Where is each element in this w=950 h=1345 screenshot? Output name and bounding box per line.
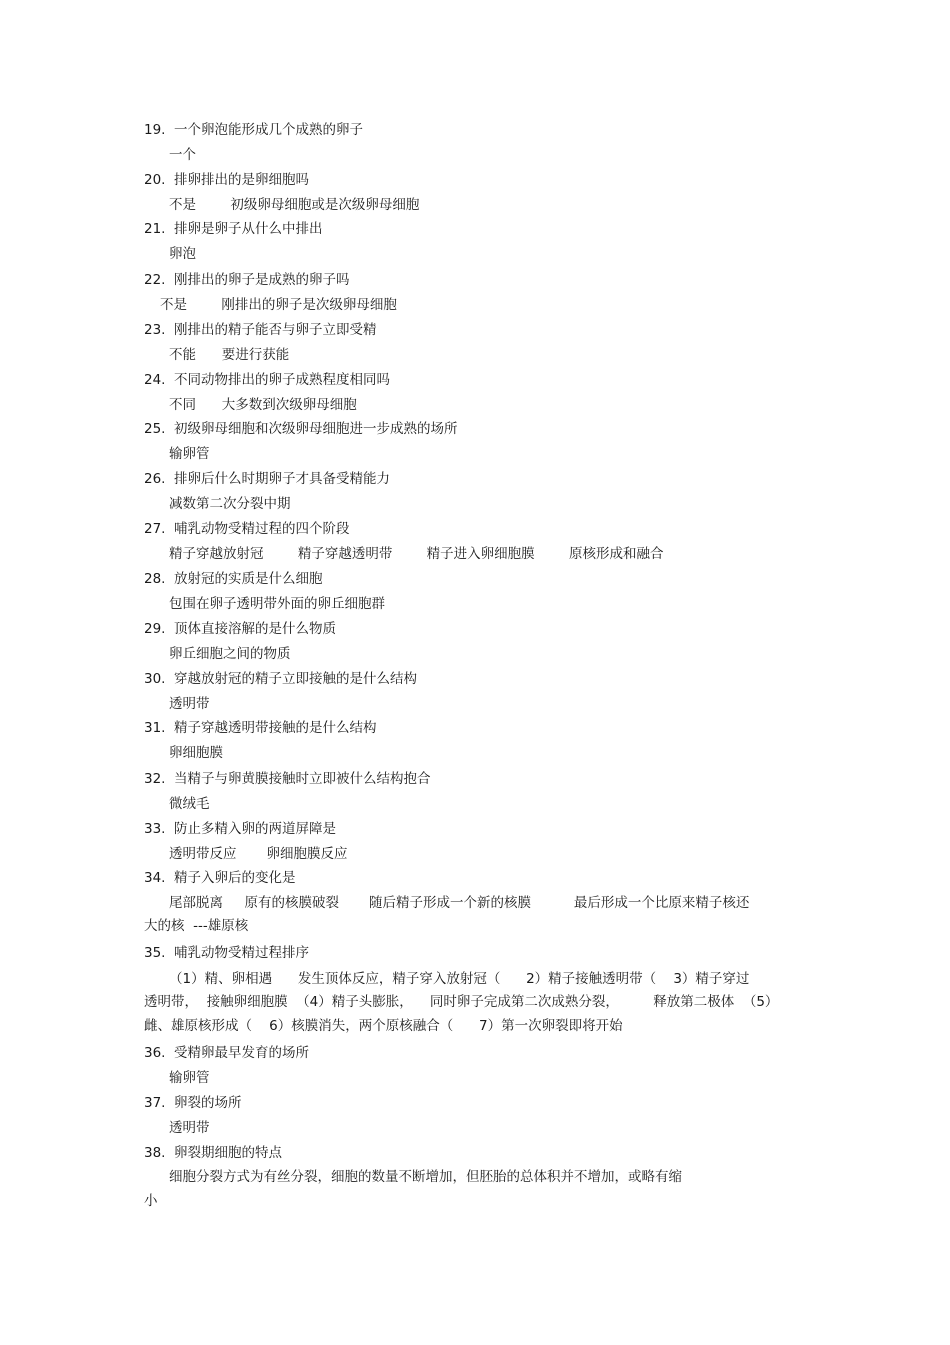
question-24: 24. 不同动物排出的卵子成熟程度相同吗: [144, 372, 390, 388]
question-29: 29. 顶体直接溶解的是什么物质: [144, 621, 336, 637]
answer-28: 包围在卵子透明带外面的卵丘细胞群: [169, 596, 385, 612]
answer-38-line-1: 细胞分裂方式为有丝分裂，细胞的数量不断增加，但胚胎的总体积并不增加，或略有缩: [169, 1169, 682, 1185]
answer-30: 透明带: [169, 696, 210, 712]
question-31: 31. 精子穿越透明带接触的是什么结构: [144, 720, 377, 736]
question-36: 36. 受精卵最早发育的场所: [144, 1045, 309, 1061]
question-23: 23. 刚排出的精子能否与卵子立即受精: [144, 322, 377, 338]
answer-35-line-3: 雌、雄原核形成（ 6）核膜消失，两个原核融合（ 7）第一次卵裂即将开始: [144, 1018, 623, 1034]
answer-27: 精子穿越放射冠 精子穿越透明带 精子进入卵细胞膜 原核形成和融合: [169, 546, 664, 562]
answer-32: 微绒毛: [169, 796, 210, 812]
question-34: 34. 精子入卵后的变化是: [144, 870, 296, 886]
answer-19: 一个: [169, 147, 196, 163]
answer-26: 减数第二次分裂中期: [169, 496, 291, 512]
question-28: 28. 放射冠的实质是什么细胞: [144, 571, 323, 587]
answer-36: 输卵管: [169, 1070, 210, 1086]
answer-33: 透明带反应 卵细胞膜反应: [169, 846, 348, 862]
answer-21: 卵泡: [169, 246, 196, 262]
question-25: 25. 初级卵母细胞和次级卵母细胞进一步成熟的场所: [144, 421, 458, 437]
question-19: 19. 一个卵泡能形成几个成熟的卵子: [144, 122, 363, 138]
answer-25: 输卵管: [169, 446, 210, 462]
answer-24: 不同 大多数到次级卵母细胞: [169, 397, 357, 413]
question-22: 22. 刚排出的卵子是成熟的卵子吗: [144, 272, 350, 288]
answer-34-line-2: 大的核 ---雄原核: [144, 918, 249, 934]
answer-31: 卵细胞膜: [169, 745, 223, 761]
question-33: 33. 防止多精入卵的两道屏障是: [144, 821, 336, 837]
question-37: 37. 卵裂的场所: [144, 1095, 242, 1111]
answer-35-line-1: （1）精、卵相遇 发生顶体反应，精子穿入放射冠（ 2）精子接触透明带（ 3）精子穿过: [169, 971, 750, 987]
answer-20: 不是 初级卵母细胞或是次级卵母细胞: [169, 197, 420, 213]
answer-29: 卵丘细胞之间的物质: [169, 646, 291, 662]
question-32: 32. 当精子与卵黄膜接触时立即被什么结构抱合: [144, 771, 431, 787]
question-21: 21. 排卵是卵子从什么中排出: [144, 221, 323, 237]
question-38: 38. 卵裂期细胞的特点: [144, 1145, 282, 1161]
answer-38-line-2: 小: [144, 1193, 158, 1209]
answer-34-line-1: 尾部脱离 原有的核膜破裂 随后精子形成一个新的核膜 最后形成一个比原来精子核还: [169, 895, 750, 911]
question-27: 27. 哺乳动物受精过程的四个阶段: [144, 521, 350, 537]
answer-35-line-2: 透明带， 接触卵细胞膜 （4）精子头膨胀， 同时卵子完成第二次成熟分裂， 释放第二极体 （5）: [144, 994, 779, 1010]
answer-23: 不能 要进行获能: [169, 347, 290, 363]
question-20: 20. 排卵排出的是卵细胞吗: [144, 172, 309, 188]
question-35: 35. 哺乳动物受精过程排序: [144, 945, 309, 961]
question-30: 30. 穿越放射冠的精子立即接触的是什么结构: [144, 671, 417, 687]
answer-37: 透明带: [169, 1120, 210, 1136]
answer-22: 不是 刚排出的卵子是次级卵母细胞: [160, 297, 397, 313]
question-26: 26. 排卵后什么时期卵子才具备受精能力: [144, 471, 390, 487]
